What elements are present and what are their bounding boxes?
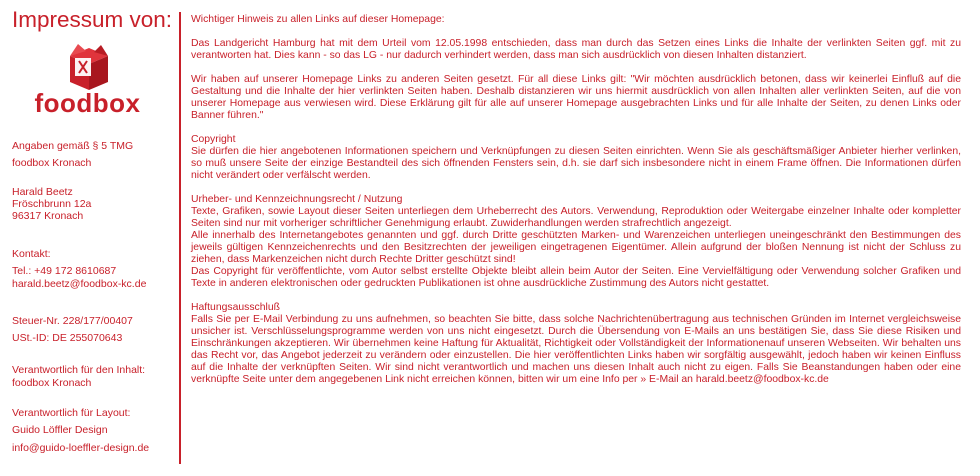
steuer-nr: Steuer-Nr. 228/177/00407	[12, 315, 133, 327]
ust-id: USt.-ID: DE 255070643	[12, 332, 123, 344]
sidebar	[12, 0, 172, 476]
links-heading: Wichtiger Hinweis zu allen Links auf dieser Homepage:	[191, 14, 445, 25]
layout-designer-email-link[interactable]: info@guido-loeffler-design.de	[12, 442, 150, 454]
layout-designer-name: Guido Löffler Design	[12, 424, 108, 436]
kontakt-label: Kontakt:	[12, 248, 51, 260]
phone-number: Tel.: +49 172 8610687	[12, 265, 117, 277]
haftung-text: Falls Sie per E-Mail Verbindung zu uns aufnehmen, so beachten Sie bitte, dass solche Nachrichtenübertragung aus technischen Gründen im Internet vergleichsweise unsicher ist. Verschlüsselungsprogramme werden von uns nicht eingesetzt. Durch die Übersendung von E-Mails an uns bestätigen Sie, dass Sie diese Risiken und Einschränkungen akzeptieren. Wir übernehmen keine Haftung für Aktualität, Richtigkeit oder Vollständigkeit der Informationenauf unseren Webseiten. Wir behalten uns das Recht vor, das Angebot jederzeit zu verändern oder einzustellen. Die hier veröffentlichten Links haben wir sorgfältig ausgewählt, jedoch haben wir keinen Einfluss auf die Inhalte der verknüpften Seiten. Wir sind nicht verantwortlich und machen uns diesen Inhalt auch nicht zu eigen. Falls Sie Beanstandungen haben oder eine verknüpfte Seite unter dem angegebenen Link nicht erreichen können, bitten wir um eine Info per » E-Mail an harald.beetz@foodbox-kc.de	[191, 314, 961, 385]
impressum-title: Impressum von:	[12, 7, 173, 32]
email-link[interactable]: harald.beetz@foodbox-kc.de	[12, 278, 147, 290]
angaben-label: Angaben gemäß § 5 TMG	[12, 140, 134, 152]
verantwortlich-layout-label: Verantwortlich für Layout:	[12, 407, 131, 419]
verantwortlich-inhalt-label: Verantwortlich für den Inhalt:	[12, 364, 146, 376]
urheber-text-3: Das Copyright für veröffentlichte, vom Autor selbst erstellte Objekte bleibt allein beim Autor der Seiten. Eine Vervielfältigung oder Verwendung solcher Grafiken und Texte in anderen elektronischen oder gedruckten Publikationen ist ohne ausdrückliche Zustimmung des Autors nicht gestattet.	[191, 266, 961, 289]
urheber-heading: Urheber- und Kennzeichnungsrecht / Nutzung	[191, 194, 403, 205]
company-name: foodbox Kronach	[12, 157, 92, 169]
street-address: Fröschbrunn 12a	[12, 198, 92, 210]
links-paragraph-1: Das Landgericht Hamburg hat mit dem Urteil vom 12.05.1998 entschieden, dass man durch das Setzen eines Links die Inhalte der verlinkten Seiten ggf. mit zu verantworten hat. Dies kann - so das LG - nur dadurch verhindert werden, dass man sich ausdrücklich von diesen Inhalten distanziert.	[191, 38, 961, 61]
foodbox-logo[interactable]	[30, 42, 145, 127]
haftung-heading: Haftungsausschluß	[191, 302, 280, 313]
urheber-text-2: Alle innerhalb des Internetangebotes genannten und ggf. durch Dritte geschützten Marken- und Warenzeichen unterliegen uneingeschränkt den Bestimmungen des jeweils gültigen Kennzeichenrechts und den Besitzrechten der jeweiligen eingetragenen Eigentümer. Allein aufgrund der bloßen Nennung ist nicht der Schluss zu ziehen, dass Markenzeichen nicht durch Rechte Dritter geschützt sind!	[191, 230, 961, 265]
vertical-divider	[179, 12, 181, 464]
links-paragraph-2: Wir haben auf unserer Homepage Links zu anderen Seiten gesetzt. Für all diese Links gilt: "Wir möchten ausdrücklich betonen, dass wir keinerlei Einfluß auf die Gestaltung und die Inhalte der hier verlinkten Seiten haben. Deshalb distanzieren wir uns hiermit ausdrücklich von allen Inhalten aller verlinkten Seiten, auf die von unserer Homepage aus verwiesen wird. Diese Erklärung gilt für alle auf unserer Homepage ausgebrachten Links und für alle Inhalte der Seiten, zu denen Links oder Banner führen."	[191, 74, 961, 121]
copyright-heading: Copyright	[191, 134, 236, 145]
copyright-text: Sie dürfen die hier angebotenen Informationen speichern und Verknüpfungen zu diesen Seiten einrichten. Wenn Sie als geschäftsmäßiger Anbieter hierher verlinken, so muß unsere Seite der einzige Bestandteil des sich öffnenden Fensters sein, d.h. sie darf sich insbesondere nicht in einem Frame öffnen. Die Informationen dürfen nicht verändert oder verfälscht werden.	[191, 146, 961, 181]
logo-wordmark: foodbox	[34, 88, 141, 118]
main-content	[191, 14, 961, 386]
owner-name: Harald Beetz	[12, 186, 73, 198]
foodbox-logo-icon	[66, 42, 112, 92]
verantwortlich-inhalt: foodbox Kronach	[12, 377, 92, 389]
city-address: 96317 Kronach	[12, 210, 84, 222]
urheber-text-1: Texte, Grafiken, sowie Layout dieser Seiten unterliegen dem Urheberrecht des Autors. Verwendung, Reproduktion oder Weitergabe einzelner Inhalte oder kompletter Seiten sind nur mit vorheriger schriftlicher Genehmigung erlaubt. Zuwiderhandlungen werden strafrechtlich angezeigt.	[191, 206, 961, 229]
